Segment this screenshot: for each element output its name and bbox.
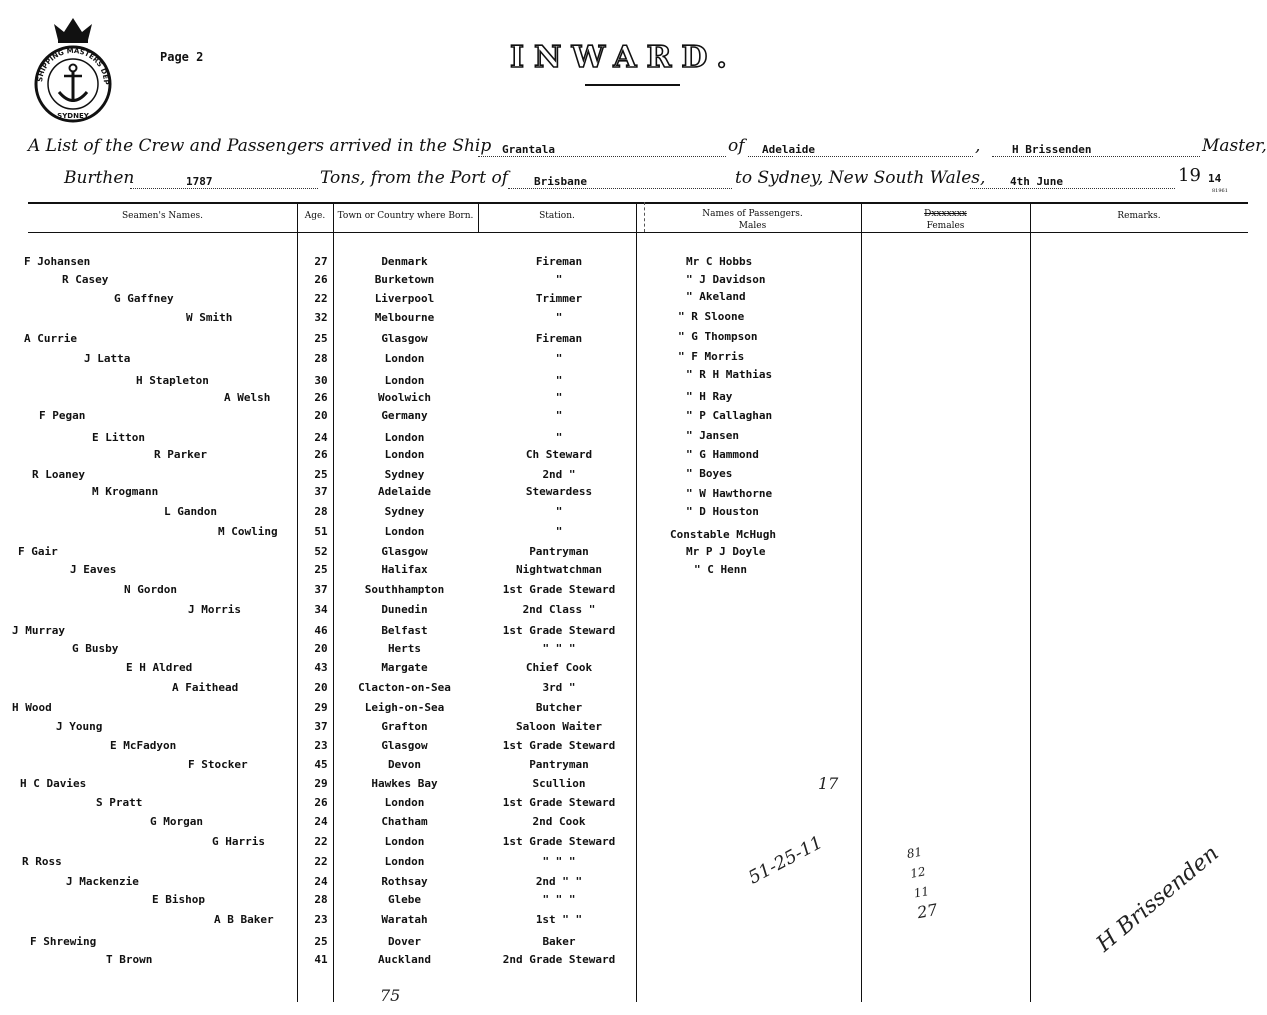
handwritten-signature: H Brissenden [1092, 840, 1224, 958]
header-passengers: Names of Passengers. [702, 209, 803, 219]
seaman-name: T Brown [106, 953, 153, 966]
seaman-name: H Wood [12, 701, 52, 714]
burthen-label: Burthen [64, 168, 135, 188]
seaman-age: 45 [314, 758, 328, 771]
seaman-birthplace: Dover [387, 935, 422, 948]
seaman-name: J Latta [84, 352, 131, 365]
seaman-birthplace: Glasgow [381, 739, 428, 752]
seaman-station: 2nd " [542, 468, 576, 481]
tonnage: 1787 [186, 175, 213, 188]
seaman-age: 24 [314, 431, 328, 444]
seaman-station: Scullion [532, 777, 586, 790]
table-header-rule [28, 232, 1248, 233]
passenger-name: Mr C Hobbs [686, 255, 753, 268]
seaman-age: 24 [314, 815, 328, 828]
header-females: Females [926, 221, 965, 231]
seaman-birthplace: London [384, 431, 425, 444]
seaman-name: A Currie [24, 332, 77, 345]
seaman-birthplace: Denmark [381, 255, 428, 268]
header-females-struck: Dxxxxxxx [924, 209, 967, 219]
seaman-age: 37 [314, 720, 328, 733]
seaman-station: 2nd Cook [532, 815, 586, 828]
seaman-name: J Eaves [70, 563, 117, 576]
department-seal [28, 12, 118, 124]
passenger-name: Constable McHugh [670, 528, 776, 541]
seaman-birthplace: Devon [387, 758, 422, 771]
seaman-birthplace: Margate [381, 661, 428, 674]
seaman-station: Fireman [535, 332, 583, 345]
table-top-rule [28, 202, 1248, 204]
seaman-age: 29 [314, 777, 328, 790]
seaman-birthplace: London [384, 855, 425, 868]
seaman-station: 1st Grade Steward [502, 796, 616, 809]
seaman-name: J Young [56, 720, 103, 733]
seaman-station: " [555, 431, 563, 444]
seaman-birthplace: Chatham [381, 815, 428, 828]
seaman-name: R Parker [154, 448, 207, 461]
seaman-station: " [555, 391, 563, 404]
seaman-name: F Johansen [24, 255, 91, 268]
seaman-name: N Gordon [124, 583, 177, 596]
passenger-name: " J Davidson [686, 273, 766, 286]
col-rule-born [333, 202, 334, 1002]
seaman-age: 28 [314, 352, 328, 365]
seaman-birthplace: London [384, 448, 425, 461]
col-rule-females [861, 202, 862, 1002]
seaman-station: Butcher [535, 701, 583, 714]
passenger-name: " Akeland [686, 290, 746, 303]
seaman-name: J Mackenzie [66, 875, 139, 888]
seaman-birthplace: Belfast [381, 624, 428, 637]
arrival-date: 4th June [1010, 175, 1063, 188]
seaman-name: E H Aldred [126, 661, 193, 674]
seaman-birthplace: Dunedin [381, 603, 428, 616]
col-rule-remarks [1030, 202, 1031, 1002]
seaman-birthplace: Rothsay [381, 875, 428, 888]
seaman-age: 25 [314, 563, 328, 576]
seaman-birthplace: Glebe [387, 893, 422, 906]
seaman-age: 32 [314, 311, 328, 324]
seaman-name: M Krogmann [92, 485, 159, 498]
seaman-age: 29 [314, 701, 328, 714]
master-label: Master, [1202, 136, 1267, 156]
seaman-age: 26 [314, 391, 328, 404]
seaman-name: G Busby [72, 642, 119, 655]
seaman-birthplace: Auckland [378, 953, 431, 966]
seaman-station: 1st Grade Steward [502, 739, 616, 752]
seaman-station: Chief Cook [525, 661, 593, 674]
seaman-birthplace: Germany [381, 409, 428, 422]
manifest-intro: A List of the Crew and Passengers arrived in the Ship [28, 136, 492, 156]
seaman-age: 24 [314, 875, 328, 888]
seaman-name: E Litton [92, 431, 145, 444]
seaman-name: A B Baker [214, 913, 274, 926]
seaman-station: 2nd " " [535, 875, 583, 888]
ship-name: Grantala [502, 143, 555, 156]
seaman-name: F Pegan [39, 409, 86, 422]
handwritten-stack: 81 12 11 27 [905, 844, 939, 923]
passenger-name: " R H Mathias [686, 368, 773, 381]
seaman-birthplace: Melbourne [374, 311, 435, 324]
seaman-age: 51 [314, 525, 328, 538]
seaman-station: " [555, 525, 563, 538]
seaman-birthplace: Woolwich [378, 391, 431, 404]
home-port: Adelaide [762, 143, 815, 156]
seaman-name: A Faithead [172, 681, 239, 694]
seaman-station: " [555, 352, 563, 365]
seaman-station: 1st Grade Steward [502, 624, 616, 637]
seaman-birthplace: London [384, 525, 425, 538]
seaman-station: " " " [542, 642, 576, 655]
seaman-name: A Welsh [224, 391, 271, 404]
passenger-name: " F Morris [678, 350, 745, 363]
handwritten-tally: 17 [818, 774, 839, 793]
seaman-birthplace: Adelaide [378, 485, 431, 498]
seaman-birthplace: Glasgow [381, 332, 428, 345]
seaman-name: F Gair [18, 545, 58, 558]
seaman-station: Ch Steward [525, 448, 593, 461]
seaman-birthplace: Leigh-on-Sea [364, 701, 445, 714]
passenger-name: " G Hammond [686, 448, 759, 461]
tons-from-label: Tons, from the Port of [320, 168, 509, 188]
from-port: Brisbane [534, 175, 587, 188]
seaman-name: W Smith [186, 311, 233, 324]
seaman-age: 37 [314, 583, 328, 596]
seaman-station: Fireman [535, 255, 583, 268]
seaman-age: 20 [314, 409, 328, 422]
seaman-age: 43 [314, 661, 328, 674]
header-station: Station. [539, 211, 575, 221]
seaman-age: 26 [314, 796, 328, 809]
seaman-station: " [555, 273, 563, 286]
passenger-name: " C Henn [694, 563, 747, 576]
seaman-name: J Morris [188, 603, 241, 616]
seaman-name: H Stapleton [136, 374, 209, 387]
seaman-birthplace: London [384, 352, 425, 365]
seaman-station: " " " [542, 855, 576, 868]
seaman-age: 27 [314, 255, 328, 268]
seaman-station: 3rd " [542, 681, 576, 694]
seaman-age: 20 [314, 681, 328, 694]
seaman-age: 41 [314, 953, 328, 966]
passenger-name: " Boyes [686, 467, 733, 480]
seal-city: SYDNEY [57, 112, 89, 120]
seaman-name: F Stocker [188, 758, 248, 771]
year-prefix: 19 [1178, 165, 1201, 186]
seaman-name: R Casey [62, 273, 109, 286]
seaman-station: Pantryman [529, 758, 589, 771]
seaman-name: H C Davies [20, 777, 87, 790]
passenger-name: " H Ray [686, 390, 733, 403]
col-rule-passengers [636, 202, 637, 1002]
seaman-birthplace: Waratah [381, 913, 428, 926]
seaman-station: 1st " " [535, 913, 583, 926]
seaman-station: 2nd Grade Steward [502, 953, 616, 966]
header-males: Males [738, 221, 767, 231]
header-seamen: Seamen's Names. [121, 211, 204, 221]
seaman-age: 30 [314, 374, 328, 387]
header-remarks: Remarks. [1117, 211, 1161, 221]
seaman-birthplace: Halifax [381, 563, 428, 576]
seaman-age: 25 [314, 332, 328, 345]
seaman-station: 2nd Class " [522, 603, 596, 616]
of-label: of [728, 136, 745, 156]
seaman-birthplace: Hawkes Bay [371, 777, 438, 790]
passenger-name: " Jansen [686, 429, 739, 442]
seaman-birthplace: Glasgow [381, 545, 428, 558]
to-sydney-label: to Sydney, New South Wales, [735, 168, 986, 188]
seaman-age: 20 [314, 642, 328, 655]
passenger-name: " D Houston [686, 505, 759, 518]
page-label: Page 2 [160, 50, 204, 64]
seaman-station: " [555, 311, 563, 324]
seaman-age: 25 [314, 468, 328, 481]
seaman-name: R Loaney [32, 468, 85, 481]
seaman-age: 37 [314, 485, 328, 498]
passenger-name: " W Hawthorne [686, 487, 773, 500]
seaman-age: 28 [314, 893, 328, 906]
seaman-birthplace: Sydney [384, 505, 425, 518]
passenger-name: " R Sloone [678, 310, 745, 323]
seaman-age: 26 [314, 273, 328, 286]
date-dotted-line [970, 174, 1175, 189]
seaman-station: 1st Grade Steward [502, 583, 616, 596]
seaman-age: 23 [314, 739, 328, 752]
seaman-station: " [555, 374, 563, 387]
seaman-name: G Morgan [150, 815, 203, 828]
seaman-name: S Pratt [96, 796, 143, 809]
seaman-birthplace: London [384, 835, 425, 848]
seaman-birthplace: Clacton-on-Sea [358, 681, 451, 694]
seaman-name: E Bishop [152, 893, 205, 906]
seaman-age: 46 [314, 624, 328, 637]
page-title: INWARD. [510, 40, 737, 75]
seaman-birthplace: Southhampton [364, 583, 445, 596]
seaman-age: 26 [314, 448, 328, 461]
seaman-age: 22 [314, 855, 328, 868]
seaman-birthplace: Sydney [384, 468, 425, 481]
tonnage-dotted-line [130, 174, 318, 189]
master-name: H Brissenden [1012, 143, 1092, 156]
seaman-name: J Murray [12, 624, 65, 637]
seaman-age: 22 [314, 835, 328, 848]
seaman-name: F Shrewing [30, 935, 97, 948]
form-number: 81961 [1212, 188, 1228, 194]
passenger-name: " P Callaghan [686, 409, 773, 422]
seaman-station: Baker [542, 935, 576, 948]
seal-ring-text: SHIPPING MASTERS DEP [36, 46, 111, 85]
seaman-station: 1st Grade Steward [502, 835, 616, 848]
seaman-age: 28 [314, 505, 328, 518]
seaman-name: G Harris [212, 835, 265, 848]
seaman-station: " [555, 409, 563, 422]
seaman-age: 23 [314, 913, 328, 926]
passenger-name: Mr P J Doyle [686, 545, 766, 558]
seaman-station: " " " [542, 893, 576, 906]
seaman-name: G Gaffney [114, 292, 174, 305]
handwritten-code: 51-25-11 [745, 832, 827, 889]
col-rule-age [297, 202, 298, 1002]
seaman-age: 34 [314, 603, 328, 616]
seaman-age: 22 [314, 292, 328, 305]
seaman-age: 52 [314, 545, 328, 558]
seaman-station: Stewardess [525, 485, 593, 498]
title-underline [585, 84, 680, 86]
seaman-name: L Gandon [164, 505, 217, 518]
header-born: Town or Country where Born. [337, 211, 474, 221]
seaman-birthplace: Liverpool [374, 292, 435, 305]
year-suffix: 14 [1208, 172, 1222, 185]
seaman-name: R Ross [22, 855, 62, 868]
seaman-birthplace: London [384, 374, 425, 387]
seaman-station: Pantryman [529, 545, 589, 558]
header-age: Age. [304, 211, 326, 221]
svg-text:SHIPPING MASTERS DEPARTMENT [28, 12, 110, 85]
seaman-station: Nightwatchman [515, 563, 603, 576]
seaman-name: M Cowling [218, 525, 278, 538]
passenger-name: " G Thompson [678, 330, 758, 343]
handwritten-count: 75 [380, 986, 401, 1005]
seaman-station: Saloon Waiter [515, 720, 603, 733]
seaman-birthplace: Herts [387, 642, 422, 655]
seaman-birthplace: Grafton [381, 720, 428, 733]
seaman-name: E McFadyon [110, 739, 177, 752]
seaman-age: 25 [314, 935, 328, 948]
seaman-birthplace: London [384, 796, 425, 809]
seaman-station: " [555, 505, 563, 518]
seaman-birthplace: Burketown [374, 273, 435, 286]
seaman-station: Trimmer [535, 292, 583, 305]
